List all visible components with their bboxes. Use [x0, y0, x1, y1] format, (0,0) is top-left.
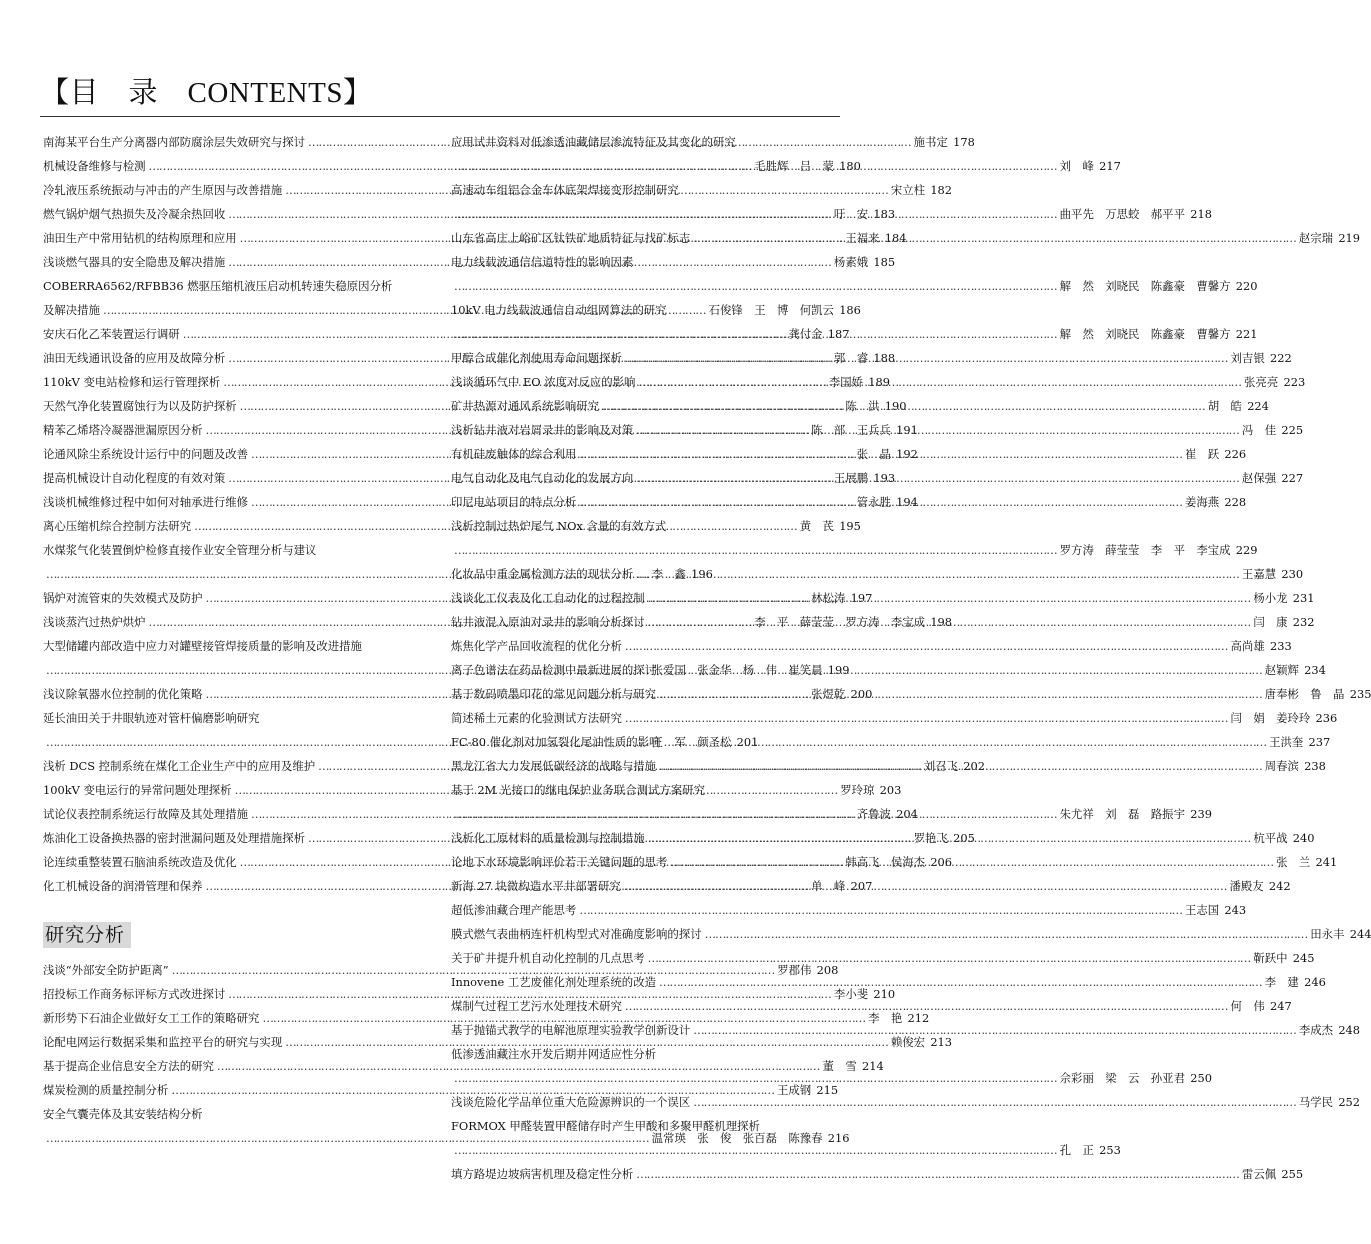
entry-title: 电气自动化及电气自动化的发展方向 [451, 471, 634, 485]
entry-authors: 陈 部 王兵兵 [811, 423, 891, 437]
entry-authors: 李成杰 [1298, 1023, 1334, 1037]
entry-page: 187 [827, 327, 850, 341]
entry-page: 234 [1304, 663, 1326, 677]
entry-page: 220 [1235, 279, 1258, 293]
entry-authors: 石俊锋 王 博 何凯云 [708, 303, 834, 317]
entry-title: 钻井液混入原油对录井的影响分析探讨 [451, 615, 645, 629]
entry-detail-line [451, 274, 1258, 298]
contents-header: 【目 录 CONTENTS】 [40, 77, 373, 109]
entry-page: 239 [1190, 807, 1212, 821]
entry-page: 244 [1349, 927, 1371, 941]
entry-line [451, 706, 1338, 730]
entry-authors: 潘殿友 [1229, 879, 1264, 893]
entry-title: 浅谈“外部安全防护距离” [43, 963, 169, 977]
entry-authors: 李 平 薛莹莹 罗方涛 李宝成 [754, 615, 926, 629]
entry-title: 100kV 变电运行的异常问题处理探析 [43, 783, 232, 797]
entry-page: 223 [1283, 375, 1306, 389]
entry-title: 离子色谱法在药品检测中最新进展的探讨 [451, 663, 657, 677]
entry-page: 198 [930, 615, 953, 629]
entry-authors: 唐奉彬 鲁 晶 [1264, 687, 1345, 701]
entry-page: 193 [873, 471, 896, 485]
entry-authors: 李 建 [1264, 975, 1299, 989]
leader-dots [648, 826, 1251, 850]
entry-title: 浅谈循环气中 EO 浓度对反应的影响 [451, 375, 636, 389]
entry-authors: 杨小龙 [1253, 591, 1288, 605]
entry-page: 217 [1099, 159, 1121, 173]
entry-page: 178 [953, 135, 975, 149]
entry-page: 229 [1235, 543, 1258, 557]
entry-authors: 吁 安 [833, 207, 869, 221]
entry-title-line [451, 514, 833, 538]
entry-authors: 王福来 [845, 231, 880, 245]
entry-title: COBERRA6562/RFBB36 燃驱压缩机液压启动机转速失稳原因分析 [43, 279, 393, 293]
entry-title: 山东省高庄上峪矿区钛铁矿地质特征与找矿标志 [451, 231, 691, 245]
leader-dots [659, 682, 1262, 706]
entry-page: 232 [1292, 615, 1315, 629]
entry-page: 233 [1269, 639, 1292, 653]
entry-authors: 韩高飞 侯海杰 [845, 855, 926, 869]
entry-title: 煤制气过程工艺污水处理技术研究 [451, 999, 622, 1013]
entry-authors: 杨素娥 [833, 255, 869, 269]
entry-page: 191 [896, 423, 918, 437]
entry-page: 247 [1269, 999, 1292, 1013]
entry-authors: 解 然 刘晓民 陈鑫豪 曹馨方 [1059, 279, 1231, 293]
entry-page: 225 [1281, 423, 1304, 437]
entry-page: 231 [1292, 591, 1315, 605]
leader-dots [693, 1018, 1296, 1042]
entry-page: 235 [1349, 687, 1371, 701]
entry-authors: 王成钢 [776, 1083, 812, 1097]
entry-title: 机械设备维修与检测 [43, 159, 146, 173]
entry-page: 236 [1315, 711, 1338, 725]
entry-title: 南海某平台生产分离器内部防腐涂层失效研究与探讨 [43, 135, 305, 149]
entry-page: 189 [868, 375, 891, 389]
leader-dots [579, 898, 1182, 922]
entry-page: 240 [1292, 831, 1315, 845]
toc-entry[interactable] [43, 154, 861, 178]
entry-authors: 董 雪 [822, 1059, 857, 1073]
entry-title: 浅谈危险化学品单位重大危险源辨识的一个误区 [451, 1095, 691, 1109]
entry-title: 基于数码喷墨印花的常见问题分析与研究 [451, 687, 657, 701]
entry-page: 238 [1304, 759, 1326, 773]
entry-page: 255 [1281, 1167, 1304, 1181]
toc-entry[interactable] [43, 322, 850, 346]
entry-detail-line [451, 538, 1258, 562]
entry-page: 195 [839, 519, 861, 533]
entry-title: 化妆品中重金属检测方法的现状分析 [451, 567, 634, 581]
entry-title: 安庆石化乙苯装置运行调研 [43, 327, 180, 341]
entry-page: 206 [930, 855, 953, 869]
entry-authors: 冯 佳 [1241, 423, 1277, 437]
entry-authors: 龚付金 [788, 327, 823, 341]
entry-page: 224 [1247, 399, 1269, 413]
entry-title: 黑龙江省大力发展低碳经济的战略与措施 [451, 759, 657, 773]
entry-title: 论通风除尘系统设计运行中的问题及改善 [43, 447, 249, 461]
entry-line [43, 202, 896, 226]
entry-title: 印尼电站项目的特点分析 [451, 495, 577, 509]
entry-page: 237 [1308, 735, 1331, 749]
entry-title: 浅谈燃气器具的安全隐患及解决措施 [43, 255, 226, 269]
leader-dots [625, 706, 1228, 730]
entry-authors: 王 军 颜圣松 [651, 735, 732, 749]
entry-authors: 单 峰 [811, 879, 846, 893]
entry-page: 252 [1338, 1095, 1361, 1109]
entry-title: 基于抛锚式教学的电解池原理实验教学创新设计 [451, 1023, 691, 1037]
entry-title: 试论仪表控制系统运行故障及其处理措施 [43, 807, 249, 821]
entry-title-line [451, 130, 833, 154]
entry-authors: 林松涛 [811, 591, 846, 605]
entry-page: 184 [884, 231, 907, 245]
entry-page: 194 [896, 495, 918, 509]
leader-dots [659, 658, 1262, 682]
entry-authors: 周春滨 [1264, 759, 1299, 773]
entry-authors: 黄 芪 [799, 519, 834, 533]
entry-title: 论连续重整装置石脑油系统改造及优化 [43, 855, 237, 869]
entry-page: 215 [816, 1083, 839, 1097]
entry-title: 新形势下石油企业做好女工工作的策略研究 [43, 1011, 260, 1025]
toc-entry[interactable] [43, 202, 896, 226]
entry-page: 218 [1190, 207, 1212, 221]
leader-dots [659, 970, 1262, 994]
entry-page: 222 [1269, 351, 1292, 365]
toc-entry[interactable] [43, 802, 918, 826]
entry-page: 190 [884, 399, 907, 413]
entry-title: 冷轧液压系统振动与冲击的产生原因与改善措施 [43, 183, 283, 197]
leader-dots [454, 154, 1057, 178]
entry-title: 110kV 变电站检修和运行管理探析 [43, 375, 221, 389]
entry-title: 矿井热源对通风系统影响研究 [451, 399, 600, 413]
entry-line [43, 802, 918, 826]
entry-authors: 罗方涛 薛莹莹 李 平 李宝成 [1059, 543, 1231, 557]
entry-authors: 管永胜 [856, 495, 891, 509]
entry-title-line [43, 274, 425, 298]
entry-line [451, 1162, 1304, 1186]
header-rule [40, 116, 840, 117]
entry-title: 天然气净化装置腐蚀行为以及防护探析 [43, 399, 237, 413]
toc-entry[interactable] [451, 898, 1247, 922]
toc-entry[interactable] [451, 562, 1304, 586]
leader-dots [625, 634, 1228, 658]
entry-title: 填方路堤边坡病害机理及稳定性分析 [451, 1167, 634, 1181]
entry-page: 228 [1224, 495, 1247, 509]
entry-title: 锅炉对流管束的失效模式及防护 [43, 591, 203, 605]
leader-dots [454, 274, 1057, 298]
toc-entry[interactable] [451, 706, 1338, 730]
leader-dots [636, 466, 1239, 490]
entry-page: 241 [1315, 855, 1338, 869]
entry-page: 183 [873, 207, 896, 221]
entry-title: 提高机械设计自动化程度的有效对策 [43, 471, 226, 485]
entry-page: 227 [1281, 471, 1304, 485]
entry-title: 燃气锅炉烟气热损失及冷凝余热回收 [43, 207, 226, 221]
leader-dots [625, 994, 1228, 1018]
entry-title: 论配电网运行数据采集和监控平台的研究与实现 [43, 1035, 283, 1049]
entry-title: 膜式燃气表曲柄连杆机构型式对准确度影响的探讨 [451, 927, 702, 941]
entry-authors: 靳跃中 [1253, 951, 1288, 965]
entry-page: 197 [850, 591, 873, 605]
entry-page: 185 [873, 255, 896, 269]
entry-title: 高速动车组铝合金车体底架焊接变形控制研究 [451, 183, 679, 197]
entry-title-line [451, 250, 833, 274]
entry-page: 250 [1190, 1071, 1212, 1085]
entry-line [451, 562, 1304, 586]
entry-authors: 李 艳 [868, 1011, 903, 1025]
entry-page: 199 [827, 663, 850, 677]
entry-authors: 施书定 [913, 135, 948, 149]
entry-authors: 李 鑫 [651, 567, 686, 581]
entry-title: 10kV 电力线载波通信自动组网算法的研究 [451, 303, 667, 317]
entry-title: 浅谈蒸汽过热炉烘炉 [43, 615, 146, 629]
entry-page: 242 [1268, 879, 1291, 893]
entry-title-line [43, 538, 425, 562]
entry-page: 201 [736, 735, 759, 749]
leader-dots [454, 1066, 1057, 1090]
entry-line [43, 322, 850, 346]
entry-page: 188 [873, 351, 896, 365]
entry-authors: 王洪奎 [1269, 735, 1304, 749]
leader-dots [454, 1138, 1057, 1162]
entry-title-line [451, 298, 833, 322]
entry-authors: 王展鹏 [833, 471, 869, 485]
entry-title: 招投标工作商务标评标方式改进探讨 [43, 987, 226, 1001]
leader-dots [602, 394, 1205, 418]
entry-page: 216 [827, 1131, 850, 1145]
entry-title: FC-80 催化剂对加氢裂化尾油性质的影响 [451, 735, 661, 749]
entry-title-line [43, 1102, 425, 1126]
entry-page: 207 [850, 879, 873, 893]
entry-authors: 赵宗瑞 [1298, 231, 1334, 245]
entry-title: 甲醇合成催化剂使用寿命问题探析 [451, 351, 622, 365]
entry-title: 化工机械设备的润滑管理和保养 [43, 879, 203, 893]
entry-authors: 郭 睿 [833, 351, 869, 365]
leader-dots [579, 490, 1182, 514]
leader-dots [648, 946, 1251, 970]
leader-dots [454, 538, 1057, 562]
entry-authors: 赵颖辉 [1264, 663, 1299, 677]
entry-authors: 罗郡伟 [777, 963, 812, 977]
entry-authors: 高尚雄 [1230, 639, 1265, 653]
entry-authors: 李国娇 [828, 375, 864, 389]
entry-authors: 田永丰 [1310, 927, 1345, 941]
entry-title: 论地下水环境影响评价若干关键问题的思考 [451, 855, 668, 869]
leader-dots [636, 1162, 1239, 1186]
entry-title: FORMOX 甲醛装置甲醛储存时产生甲酸和多聚甲醛机理探析 [451, 1119, 760, 1133]
entry-title: Innovene 工艺废催化剂处理系统的改造 [451, 975, 656, 989]
entry-page: 202 [963, 759, 985, 773]
entry-title-line [451, 1114, 833, 1138]
leader-dots [705, 922, 1308, 946]
entry-page: 203 [879, 783, 902, 797]
entry-authors: 李小斐 [833, 987, 869, 1001]
entry-title: 新海 27 块微构造水平井部署研究 [451, 879, 621, 893]
entry-authors: 齐鲁波 [856, 807, 891, 821]
entry-authors: 何 伟 [1230, 999, 1265, 1013]
entry-authors: 解 然 刘晓民 陈鑫豪 曹馨方 [1059, 327, 1231, 341]
entry-title: 油田生产中常用钻机的结构原理和应用 [43, 231, 237, 245]
entry-page: 204 [896, 807, 918, 821]
entry-title: 基于 2M 光接口的继电保护业务联合测试方案研究 [451, 783, 705, 797]
entry-title: 超低渗油藏合理产能思考 [451, 903, 577, 917]
entry-authors: 刘吉银 [1230, 351, 1265, 365]
entry-title: 浅析 DCS 控制系统在煤化工企业生产中的应用及维护 [43, 759, 316, 773]
entry-line [43, 154, 861, 178]
entry-line [451, 922, 1371, 946]
entry-page: 226 [1224, 447, 1247, 461]
entry-authors: 刘 峰 [1059, 159, 1094, 173]
entry-title: 有机硅废触体的综合利用 [451, 447, 577, 461]
entry-authors: 赖俊宏 [890, 1035, 926, 1049]
leader-dots [693, 1090, 1296, 1114]
entry-page: 219 [1338, 231, 1361, 245]
entry-title: 简述稀土元素的化验测试方法研究 [451, 711, 622, 725]
leader-dots [659, 754, 1262, 778]
entry-authors: 闫 娟 姜玲玲 [1230, 711, 1311, 725]
entry-title: 关于矿井提升机自动化控制的几点思考 [451, 951, 645, 965]
entry-page: 208 [816, 963, 839, 977]
leader-dots [636, 418, 1239, 442]
entry-authors: 孔 正 [1059, 1143, 1094, 1157]
entry-title: 精苯乙烯塔冷凝器泄漏原因分析 [43, 423, 203, 437]
leader-dots [693, 226, 1296, 250]
leader-dots [454, 322, 1057, 346]
entry-page: 245 [1292, 951, 1315, 965]
toc-entry[interactable] [451, 634, 1292, 658]
toc-entry[interactable] [451, 730, 1331, 754]
entry-authors: 崔 跃 [1184, 447, 1220, 461]
entry-page: 200 [850, 687, 873, 701]
entry-title: 浅议除氧器水位控制的优化策略 [43, 687, 203, 701]
entry-page: 212 [907, 1011, 930, 1025]
entry-page: 253 [1099, 1143, 1121, 1157]
entry-authors: 陈 洪 [845, 399, 880, 413]
leader-dots [454, 802, 1057, 826]
entry-authors: 张 兰 [1276, 855, 1311, 869]
leader-dots [648, 610, 1251, 634]
entry-authors: 胡 皓 [1207, 399, 1242, 413]
entry-authors: 罗玲琼 [840, 783, 875, 797]
entry-title: 大型储罐内部改造中应力对罐壁接管焊接质量的影响及改进措施 [43, 639, 362, 653]
leader-dots [579, 442, 1182, 466]
entry-title: 安全气囊壳体及其安装结构分析 [43, 1107, 203, 1121]
entry-authors: 张 晶 [856, 447, 891, 461]
toc-entry[interactable] [451, 922, 1371, 946]
entry-title-line [451, 1042, 833, 1066]
entry-page: 213 [930, 1035, 953, 1049]
entry-title: 浅析钻井液对岩屑录井的影响及对策 [451, 423, 634, 437]
entry-authors: 温常瑛 张 俊 张百磊 陈豫春 [651, 1131, 823, 1145]
entry-authors: 张爱国 张金华 杨 伟 崔笑晨 [651, 663, 823, 677]
entry-page: 205 [953, 831, 975, 845]
entry-authors: 曲平先 万思蛟 郝平平 [1059, 207, 1185, 221]
entry-title: 离心压缩机综合控制方法研究 [43, 519, 192, 533]
entry-authors: 朱尤祥 刘 磊 路振宇 [1059, 807, 1185, 821]
leader-dots [625, 346, 1228, 370]
entry-authors: 雷云佩 [1241, 1167, 1277, 1181]
leader-dots [663, 730, 1266, 754]
entry-title: 炼焦化学产品回收流程的优化分析 [451, 639, 622, 653]
entry-authors: 马学民 [1298, 1095, 1334, 1109]
entry-title: 浅谈机械维修过程中如何对轴承进行维修 [43, 495, 249, 509]
entry-page: 243 [1224, 903, 1247, 917]
entry-authors: 张煜乾 [811, 687, 846, 701]
entry-title: 煤炭检测的质量控制分析 [43, 1083, 169, 1097]
entry-line [451, 898, 1247, 922]
section-heading: 研究分析 [43, 922, 131, 948]
leader-dots [648, 586, 1251, 610]
entry-title: 低渗透油藏注水开发后期井网适应性分析 [451, 1047, 657, 1061]
entry-authors: 闫 康 [1253, 615, 1288, 629]
entry-authors: 杭平战 [1253, 831, 1288, 845]
entry-title: 浅析化工原材料的质量检测与控制措施 [451, 831, 645, 845]
entry-authors: 王志国 [1184, 903, 1220, 917]
entry-title-line [451, 778, 833, 802]
entry-title-line [451, 178, 833, 202]
entry-authors: 张亮亮 [1244, 375, 1279, 389]
leader-dots [454, 202, 1057, 226]
entry-page: 248 [1338, 1023, 1361, 1037]
entry-title: 应用试井资料对低渗透油藏储层渗流特征及其变化的研究 [451, 135, 736, 149]
entry-authors: 佘彩丽 梁 云 孙亚君 [1059, 1071, 1185, 1085]
entry-title-line [43, 634, 425, 658]
entry-title: 基于提高企业信息安全方法的研究 [43, 1059, 214, 1073]
entry-page: 230 [1281, 567, 1304, 581]
entry-page: 221 [1235, 327, 1258, 341]
entry-title: 油田无线通讯设备的应用及故障分析 [43, 351, 226, 365]
toc-entry[interactable] [451, 1162, 1304, 1186]
leader-dots [624, 874, 1227, 898]
entry-title: 炼油化工设备换热器的密封泄漏问题及处理措施探析 [43, 831, 305, 845]
entry-title: 电力线载波通信信道特性的影响因素 [451, 255, 634, 269]
entry-line [451, 730, 1331, 754]
leader-dots [638, 370, 1241, 394]
entry-authors: 毛胜辉 吕 蒙 [754, 159, 834, 173]
entry-page: 182 [930, 183, 953, 197]
entry-page: 186 [839, 303, 861, 317]
leader-dots [670, 850, 1273, 874]
entry-title: 延长油田关于井眼轨迹对管杆偏磨影响研究 [43, 711, 260, 725]
entry-title: 浅析控制过热炉尾气 NOx 含量的有效方式 [451, 519, 667, 533]
entry-title: 浅谈化工仪表及化工自动化的过程控制 [451, 591, 645, 605]
entry-authors: 宋立柱 [890, 183, 926, 197]
entry-page: 246 [1304, 975, 1326, 989]
entry-page: 196 [691, 567, 713, 581]
entry-page: 210 [873, 987, 896, 1001]
entry-title-cont: 及解决措施 [43, 303, 100, 317]
entry-title: 水煤浆气化装置倒炉检修直接作业安全管理分析与建议 [43, 543, 317, 557]
entry-page: 214 [861, 1059, 884, 1073]
entry-authors: 刘召飞 [923, 759, 958, 773]
entry-authors: 姜海燕 [1184, 495, 1220, 509]
entry-authors: 赵保强 [1241, 471, 1277, 485]
entry-title-line [43, 706, 425, 730]
entry-authors: 王嘉慧 [1241, 567, 1277, 581]
entry-authors: 罗艳飞 [913, 831, 948, 845]
entry-page: 192 [896, 447, 918, 461]
leader-dots [636, 562, 1239, 586]
entry-page: 180 [839, 159, 861, 173]
entry-line [451, 634, 1292, 658]
